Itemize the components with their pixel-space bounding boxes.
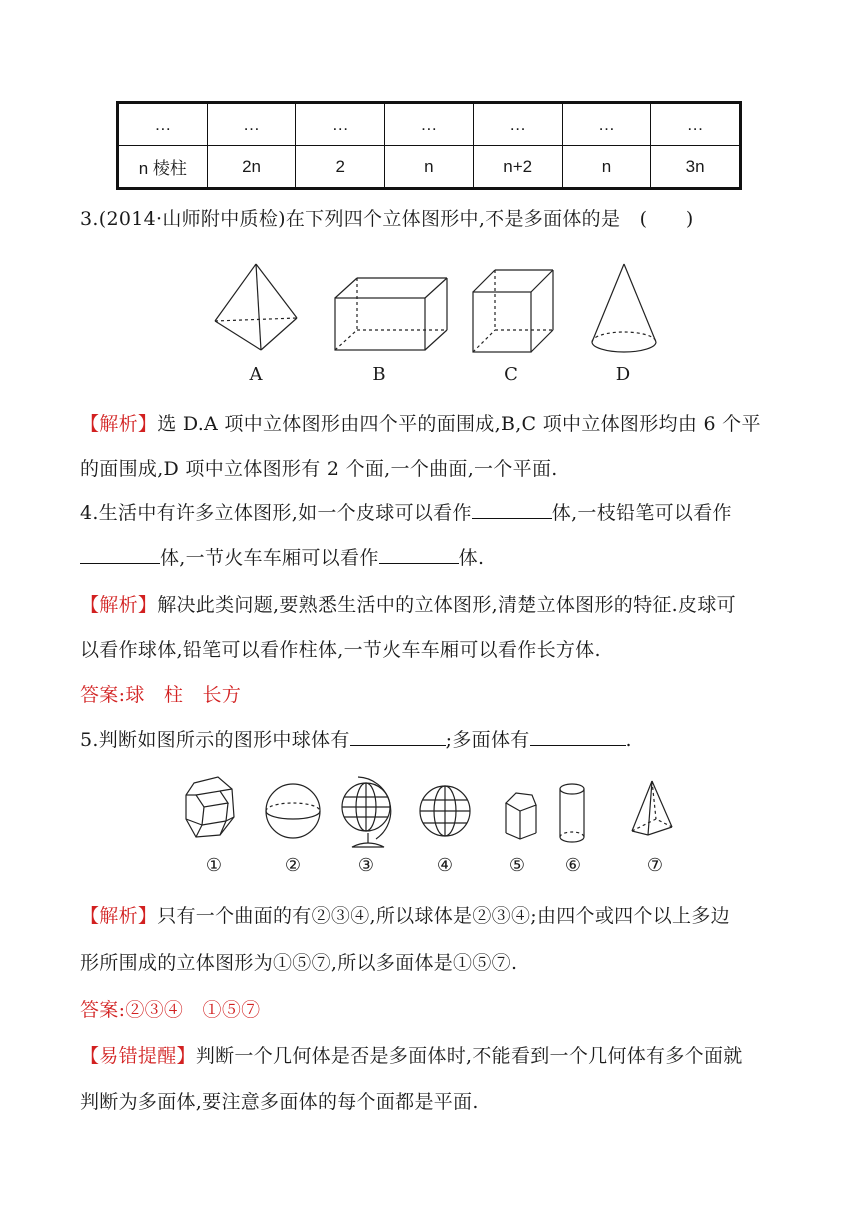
sphere-figure-2 [266, 784, 320, 838]
table-cell: n+2 [473, 146, 562, 189]
table-cell: n [385, 146, 474, 189]
tip-text: 判断一个几何体是否是多面体时,不能看到一个几何体有多个面就 [195, 1045, 743, 1067]
cone-figure [592, 264, 656, 352]
answer-blank[interactable] [350, 727, 446, 746]
figure-label-b: B [372, 364, 386, 385]
answer-blank[interactable] [80, 545, 160, 564]
analysis-text: 只有一个曲面的有②③④,所以球体是②③④;由四个或四个以上多边 [157, 905, 730, 927]
q4-stem-text: 4.生活中有许多立体图形,如一个皮球可以看作 [80, 502, 472, 524]
cylinder-figure-6 [560, 784, 584, 842]
figure-label-4: ④ [436, 855, 454, 876]
table-cell: … [651, 103, 741, 146]
analysis-tag: 【解析】 [80, 905, 158, 927]
q4-stem-text: 体,一枝铅笔可以看作 [551, 502, 732, 524]
q5-analysis-line-1 [80, 903, 730, 929]
answer-blank[interactable] [472, 500, 552, 519]
table-cell: … [296, 103, 385, 146]
answer-blank[interactable] [379, 545, 459, 564]
analysis-tag: 【解析】 [80, 413, 158, 435]
q4-stem-line-2 [80, 545, 484, 571]
analysis-tag: 【解析】 [80, 594, 158, 616]
figure-label-2: ② [284, 855, 302, 876]
q3-stem: 3.(2014·山师附中质检)在下列四个立体图形中,不是多面体的是 ( ) [80, 208, 694, 230]
figure-label-5: ⑤ [508, 855, 526, 876]
table-cell: … [118, 103, 208, 146]
q3-analysis-line-2: 的面围成,D 项中立体图形有 2 个面,一个曲面,一个平面. [80, 458, 558, 480]
table-row [118, 146, 741, 189]
q4-analysis-line-1 [80, 592, 736, 618]
globe-figure-3 [342, 777, 391, 847]
analysis-text: 解决此类问题,要熟悉生活中的立体图形,清楚立体图形的特征.皮球可 [157, 594, 736, 616]
table-cell: … [207, 103, 296, 146]
figure-label-c: C [504, 364, 518, 385]
table-row [118, 103, 741, 146]
table-cell: … [385, 103, 474, 146]
q4-answer [80, 682, 241, 708]
figure-label-7: ⑦ [646, 855, 664, 876]
table-cell: n 棱柱 [118, 146, 208, 189]
q5-tip-line-2: 判断为多面体,要注意多面体的每个面都是平面. [80, 1091, 479, 1113]
q5-stem-text: . [625, 729, 632, 751]
q5-analysis-line-2: 形所围成的立体图形为①⑤⑦,所以多面体是①⑤⑦. [80, 952, 518, 974]
q3-analysis-line-1 [80, 411, 761, 437]
table-cell: n [562, 146, 651, 189]
cube-figure [473, 270, 553, 352]
q5-stem [80, 727, 632, 753]
table-cell: 3n [651, 146, 741, 189]
figure-label-3: ③ [357, 855, 375, 876]
figure-label-d: D [615, 364, 631, 385]
table-cell: … [562, 103, 651, 146]
answer-text: ②③④ ①⑤⑦ [125, 999, 261, 1021]
table-cell: … [473, 103, 562, 146]
q4-stem-line-1 [80, 500, 732, 526]
q5-answer [80, 997, 260, 1023]
q4-stem-text: 体. [458, 547, 485, 569]
q4-stem-text: 体,一节火车车厢可以看作 [160, 547, 379, 569]
table-cell: 2 [296, 146, 385, 189]
globe-ball-figure-4 [420, 786, 470, 836]
cuboid-figure [335, 278, 447, 350]
answer-tag: 答案: [80, 684, 126, 706]
tetrahedron-figure [215, 264, 297, 350]
q4-analysis-line-2: 以看作球体,铅笔可以看作柱体,一节火车车厢可以看作长方体. [80, 639, 601, 661]
pentagonal-prism-figure-5 [506, 793, 536, 839]
table-cell: 2n [207, 146, 296, 189]
figure-label-6: ⑥ [564, 855, 582, 876]
pyramid-figure-7 [632, 781, 672, 835]
figure-label-a: A [249, 364, 263, 385]
analysis-text: 选 D.A 项中立体图形由四个平的面围成,B,C 项中立体图形均由 6 个平 [157, 413, 761, 435]
q5-figures [180, 773, 680, 853]
figure-label-1: ① [205, 855, 223, 876]
q5-stem-text: ;多面体有 [445, 729, 530, 751]
q5-tip-line-1 [80, 1043, 743, 1069]
polyhedron-figure-1 [186, 777, 234, 837]
prism-table [116, 101, 742, 190]
answer-blank[interactable] [530, 727, 626, 746]
tip-tag: 【易错提醒】 [80, 1045, 196, 1067]
answer-text: 球 柱 长方 [125, 684, 242, 706]
q3-figures [205, 258, 665, 358]
q5-stem-text: 5.判断如图所示的图形中球体有 [80, 729, 350, 751]
answer-tag: 答案: [80, 999, 126, 1021]
